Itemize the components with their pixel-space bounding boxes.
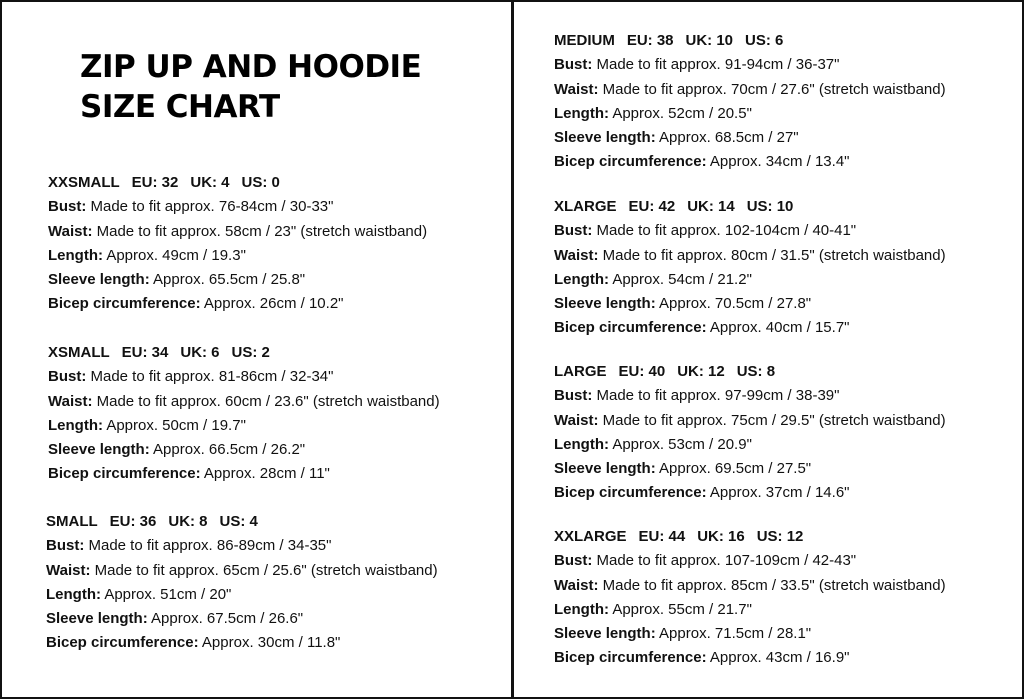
size-eu: EU: 32 [131, 174, 179, 191]
size-name: XLARGE [554, 198, 617, 215]
size-eu: EU: 40 [618, 363, 666, 380]
size-heading [46, 510, 438, 534]
bicep-row [554, 481, 946, 505]
length-row [46, 583, 438, 607]
bust-label: Bust: [48, 368, 87, 386]
bust-label: Bust: [554, 552, 593, 570]
size-us: US: 2 [231, 344, 270, 361]
sleeve-row [554, 126, 946, 150]
waist-label: Waist: [554, 246, 599, 264]
bicep-label: Bicep circumference: [554, 484, 707, 502]
size-us: US: 4 [219, 513, 258, 530]
bust-label: Bust: [554, 387, 593, 405]
length-value: Approx. 53cm / 20.9" [608, 435, 752, 453]
bust-value: Made to fit approx. 107-109cm / 42-43" [592, 552, 857, 570]
sleeve-value: Approx. 69.5cm / 27.5" [655, 460, 812, 478]
waist-row [554, 574, 946, 598]
waist-row [46, 559, 438, 583]
waist-row [48, 220, 427, 244]
title-line-2: SIZE CHART [80, 89, 280, 125]
bust-value: Made to fit approx. 91-94cm / 36-37" [592, 56, 840, 74]
length-label: Length: [554, 104, 609, 122]
sleeve-value: Approx. 65.5cm / 25.8" [149, 271, 306, 289]
waist-value: Made to fit approx. 70cm / 27.6" (stretch waistband) [598, 80, 946, 98]
length-row [554, 433, 946, 457]
bust-value: Made to fit approx. 76-84cm / 30-33" [86, 198, 334, 216]
bicep-value: Approx. 43cm / 16.9" [706, 649, 850, 667]
waist-row [48, 390, 440, 414]
sleeve-label: Sleeve length: [48, 271, 150, 289]
sleeve-label: Sleeve length: [554, 129, 656, 147]
sleeve-label: Sleeve length: [48, 441, 150, 459]
size-block-xxlarge [554, 525, 946, 671]
length-value: Approx. 52cm / 20.5" [608, 104, 752, 122]
length-value: Approx. 51cm / 20" [100, 585, 232, 603]
size-us: US: 0 [241, 174, 280, 191]
waist-row [554, 409, 946, 433]
waist-label: Waist: [554, 576, 599, 594]
size-eu: EU: 38 [626, 32, 674, 49]
size-eu: EU: 42 [628, 198, 676, 215]
size-eu: EU: 34 [121, 344, 169, 361]
column-divider [511, 2, 514, 697]
waist-value: Made to fit approx. 80cm / 31.5" (stretch waistband) [598, 246, 946, 264]
sleeve-row [554, 622, 946, 646]
length-value: Approx. 54cm / 21.2" [608, 270, 752, 288]
size-block-large [554, 360, 946, 506]
bust-label: Bust: [48, 198, 87, 216]
bicep-value: Approx. 40cm / 15.7" [706, 319, 850, 337]
length-label: Length: [48, 246, 103, 264]
length-label: Length: [554, 270, 609, 288]
size-eu: EU: 44 [638, 528, 686, 545]
size-heading [554, 360, 946, 384]
sleeve-row [554, 457, 946, 481]
waist-row [554, 78, 946, 102]
sleeve-row [48, 268, 427, 292]
waist-value: Made to fit approx. 75cm / 29.5" (stretch waistband) [598, 411, 946, 429]
sleeve-row [48, 438, 440, 462]
bicep-label: Bicep circumference: [48, 295, 201, 313]
size-name: XSMALL [48, 344, 110, 361]
sleeve-value: Approx. 67.5cm / 26.6" [147, 610, 304, 628]
bicep-label: Bicep circumference: [46, 634, 199, 652]
size-uk: UK: 14 [687, 198, 735, 215]
sleeve-value: Approx. 70.5cm / 27.8" [655, 295, 812, 313]
bust-label: Bust: [554, 222, 593, 240]
waist-label: Waist: [554, 80, 599, 98]
bicep-row [46, 631, 438, 655]
sleeve-row [46, 607, 438, 631]
size-eu: EU: 36 [109, 513, 157, 530]
bicep-label: Bicep circumference: [554, 153, 707, 171]
length-value: Approx. 50cm / 19.7" [102, 416, 246, 434]
size-block-xxsmall [48, 171, 427, 317]
sleeve-label: Sleeve length: [554, 460, 656, 478]
size-uk: UK: 16 [697, 528, 745, 545]
bust-row [554, 219, 946, 243]
size-name: XXLARGE [554, 528, 627, 545]
bicep-label: Bicep circumference: [554, 319, 707, 337]
bicep-value: Approx. 30cm / 11.8" [198, 634, 341, 652]
bicep-label: Bicep circumference: [554, 649, 707, 667]
bust-value: Made to fit approx. 102-104cm / 40-41" [592, 222, 857, 240]
waist-label: Waist: [46, 561, 91, 579]
size-heading [554, 525, 946, 549]
size-us: US: 8 [736, 363, 776, 380]
size-heading [48, 171, 427, 195]
bicep-row [554, 150, 946, 174]
bicep-row [554, 316, 946, 340]
size-uk: UK: 12 [677, 363, 725, 380]
bust-label: Bust: [554, 56, 593, 74]
bust-row [554, 384, 946, 408]
sleeve-value: Approx. 68.5cm / 27" [655, 129, 799, 147]
length-row [554, 102, 946, 126]
length-value: Approx. 55cm / 21.7" [608, 600, 752, 618]
size-heading [554, 195, 946, 219]
size-name: SMALL [46, 513, 98, 530]
page-title [80, 47, 421, 127]
length-label: Length: [48, 416, 103, 434]
waist-row [554, 244, 946, 268]
size-block-xlarge [554, 195, 946, 341]
waist-value: Made to fit approx. 65cm / 25.6" (stretch waistband) [90, 561, 438, 579]
size-heading [48, 341, 440, 365]
bust-row [554, 549, 946, 573]
size-us: US: 12 [756, 528, 804, 545]
size-name: XXSMALL [48, 174, 120, 191]
bicep-row [554, 646, 946, 670]
size-block-small [46, 510, 438, 656]
bust-row [48, 195, 427, 219]
sleeve-label: Sleeve length: [46, 610, 148, 628]
bicep-label: Bicep circumference: [48, 465, 201, 483]
waist-value: Made to fit approx. 85cm / 33.5" (stretch waistband) [598, 576, 946, 594]
sleeve-value: Approx. 71.5cm / 28.1" [655, 625, 812, 643]
size-name: LARGE [554, 363, 607, 380]
sleeve-row [554, 292, 946, 316]
size-heading [554, 29, 946, 53]
size-block-xsmall [48, 341, 440, 487]
size-uk: UK: 8 [168, 513, 208, 530]
bust-value: Made to fit approx. 86-89cm / 34-35" [84, 537, 332, 555]
size-block-medium [554, 29, 946, 175]
size-us: US: 6 [745, 32, 784, 49]
size-uk: UK: 10 [685, 32, 734, 49]
size-us: US: 10 [746, 198, 794, 215]
bicep-value: Approx. 34cm / 13.4" [706, 153, 850, 171]
length-row [554, 598, 946, 622]
length-row [554, 268, 946, 292]
sleeve-label: Sleeve length: [554, 625, 656, 643]
waist-label: Waist: [48, 392, 93, 410]
bust-row [48, 365, 440, 389]
bust-value: Made to fit approx. 81-86cm / 32-34" [86, 368, 334, 386]
size-uk: UK: 4 [190, 174, 230, 191]
waist-value: Made to fit approx. 60cm / 23.6" (stretch waistband) [92, 392, 440, 410]
bicep-row [48, 292, 427, 316]
bicep-value: Approx. 26cm / 10.2" [200, 295, 344, 313]
bust-label: Bust: [46, 537, 85, 555]
bicep-value: Approx. 28cm / 11" [200, 465, 330, 483]
size-name: MEDIUM [554, 32, 615, 49]
length-label: Length: [554, 600, 609, 618]
length-row [48, 414, 440, 438]
length-value: Approx. 49cm / 19.3" [102, 246, 246, 264]
bicep-value: Approx. 37cm / 14.6" [706, 484, 850, 502]
bust-row [554, 53, 946, 77]
waist-label: Waist: [48, 222, 93, 240]
sleeve-value: Approx. 66.5cm / 26.2" [149, 441, 306, 459]
sleeve-label: Sleeve length: [554, 295, 656, 313]
waist-label: Waist: [554, 411, 599, 429]
length-row [48, 244, 427, 268]
size-uk: UK: 6 [180, 344, 220, 361]
title-line-1: ZIP UP AND HOODIE [80, 49, 422, 85]
length-label: Length: [554, 435, 609, 453]
waist-value: Made to fit approx. 58cm / 23" (stretch waistband) [92, 222, 428, 240]
bust-value: Made to fit approx. 97-99cm / 38-39" [592, 387, 840, 405]
bicep-row [48, 462, 440, 486]
length-label: Length: [46, 585, 101, 603]
bust-row [46, 534, 438, 558]
